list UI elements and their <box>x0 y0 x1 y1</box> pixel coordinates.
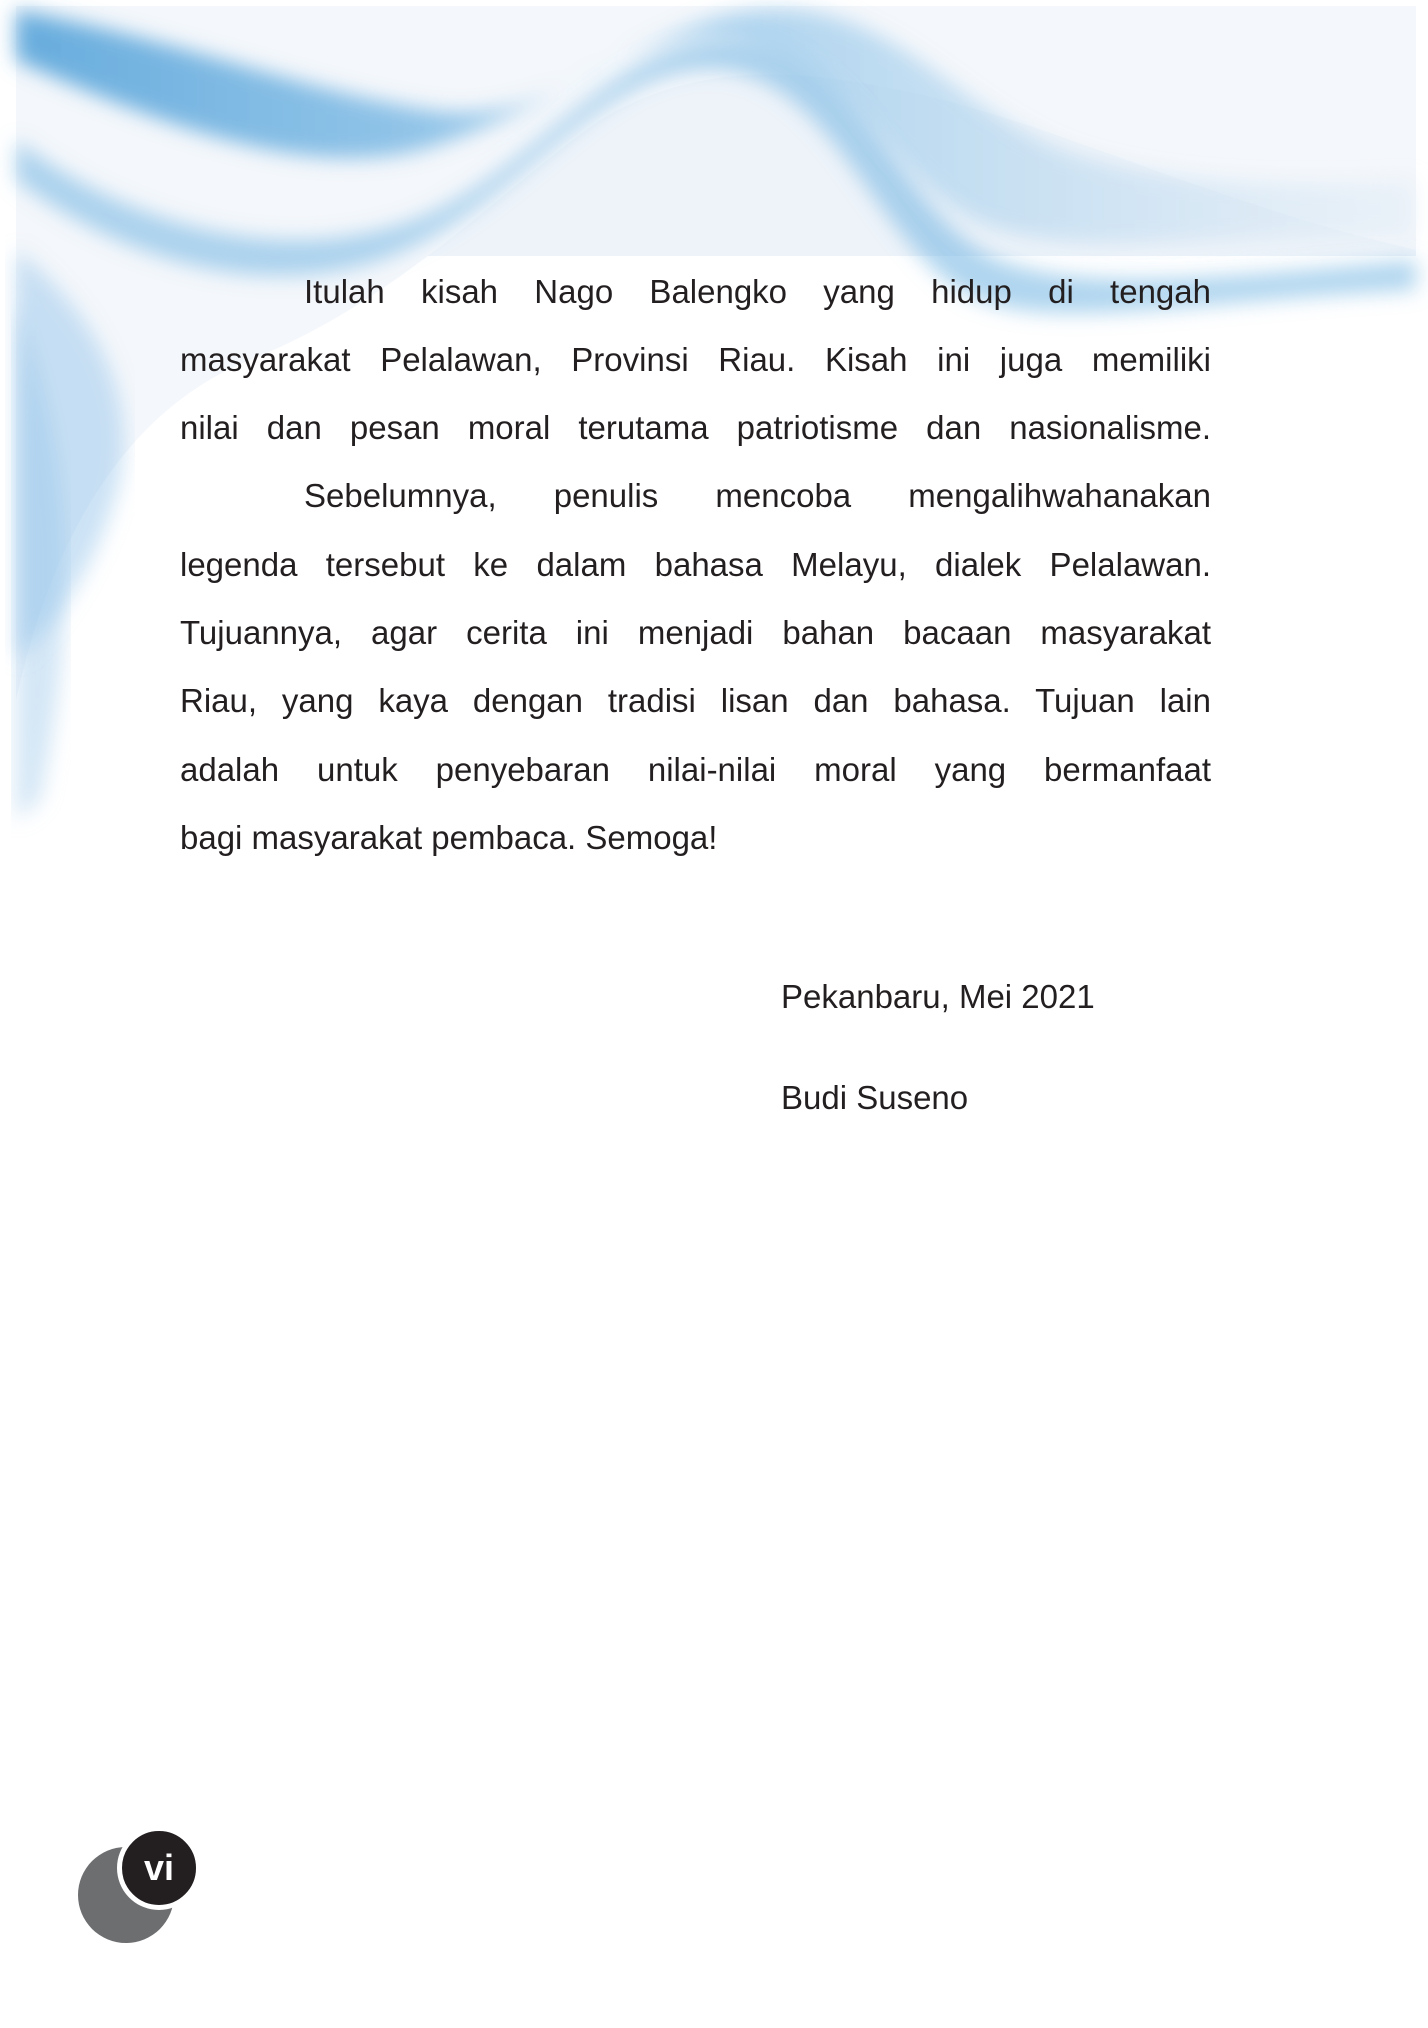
body-line: masyarakat Pelalawan, Provinsi Riau. Kisah ini juga memiliki <box>180 341 1211 378</box>
body-line: Sebelumnya, penulis mencoba mengalihwahanakan <box>304 477 1211 514</box>
body-line: Itulah kisah Nago Balengko yang hidup di tengah <box>304 273 1211 310</box>
body-line: nilai dan pesan moral terutama patriotisme dan nasionalisme. <box>180 409 1211 446</box>
body-line: Tujuannya, agar cerita ini menjadi bahan bacaan masyarakat <box>180 614 1211 651</box>
body-line: Riau, yang kaya dengan tradisi lisan dan bahasa. Tujuan lain <box>180 682 1211 719</box>
body-line: legenda tersebut ke dalam bahasa Melayu, dialek Pelalawan. <box>180 546 1211 583</box>
page-number: vi <box>143 1847 175 1888</box>
body-line: bagi masyarakat pembaca. Semoga! <box>180 819 718 856</box>
body-line: adalah untuk penyebaran nilai-nilai moral yang bermanfaat <box>180 751 1211 788</box>
place-date: Pekanbaru, Mei 2021 <box>781 978 1095 1015</box>
page-number-badge <box>117 1826 201 1910</box>
author-name: Budi Suseno <box>781 1079 969 1116</box>
